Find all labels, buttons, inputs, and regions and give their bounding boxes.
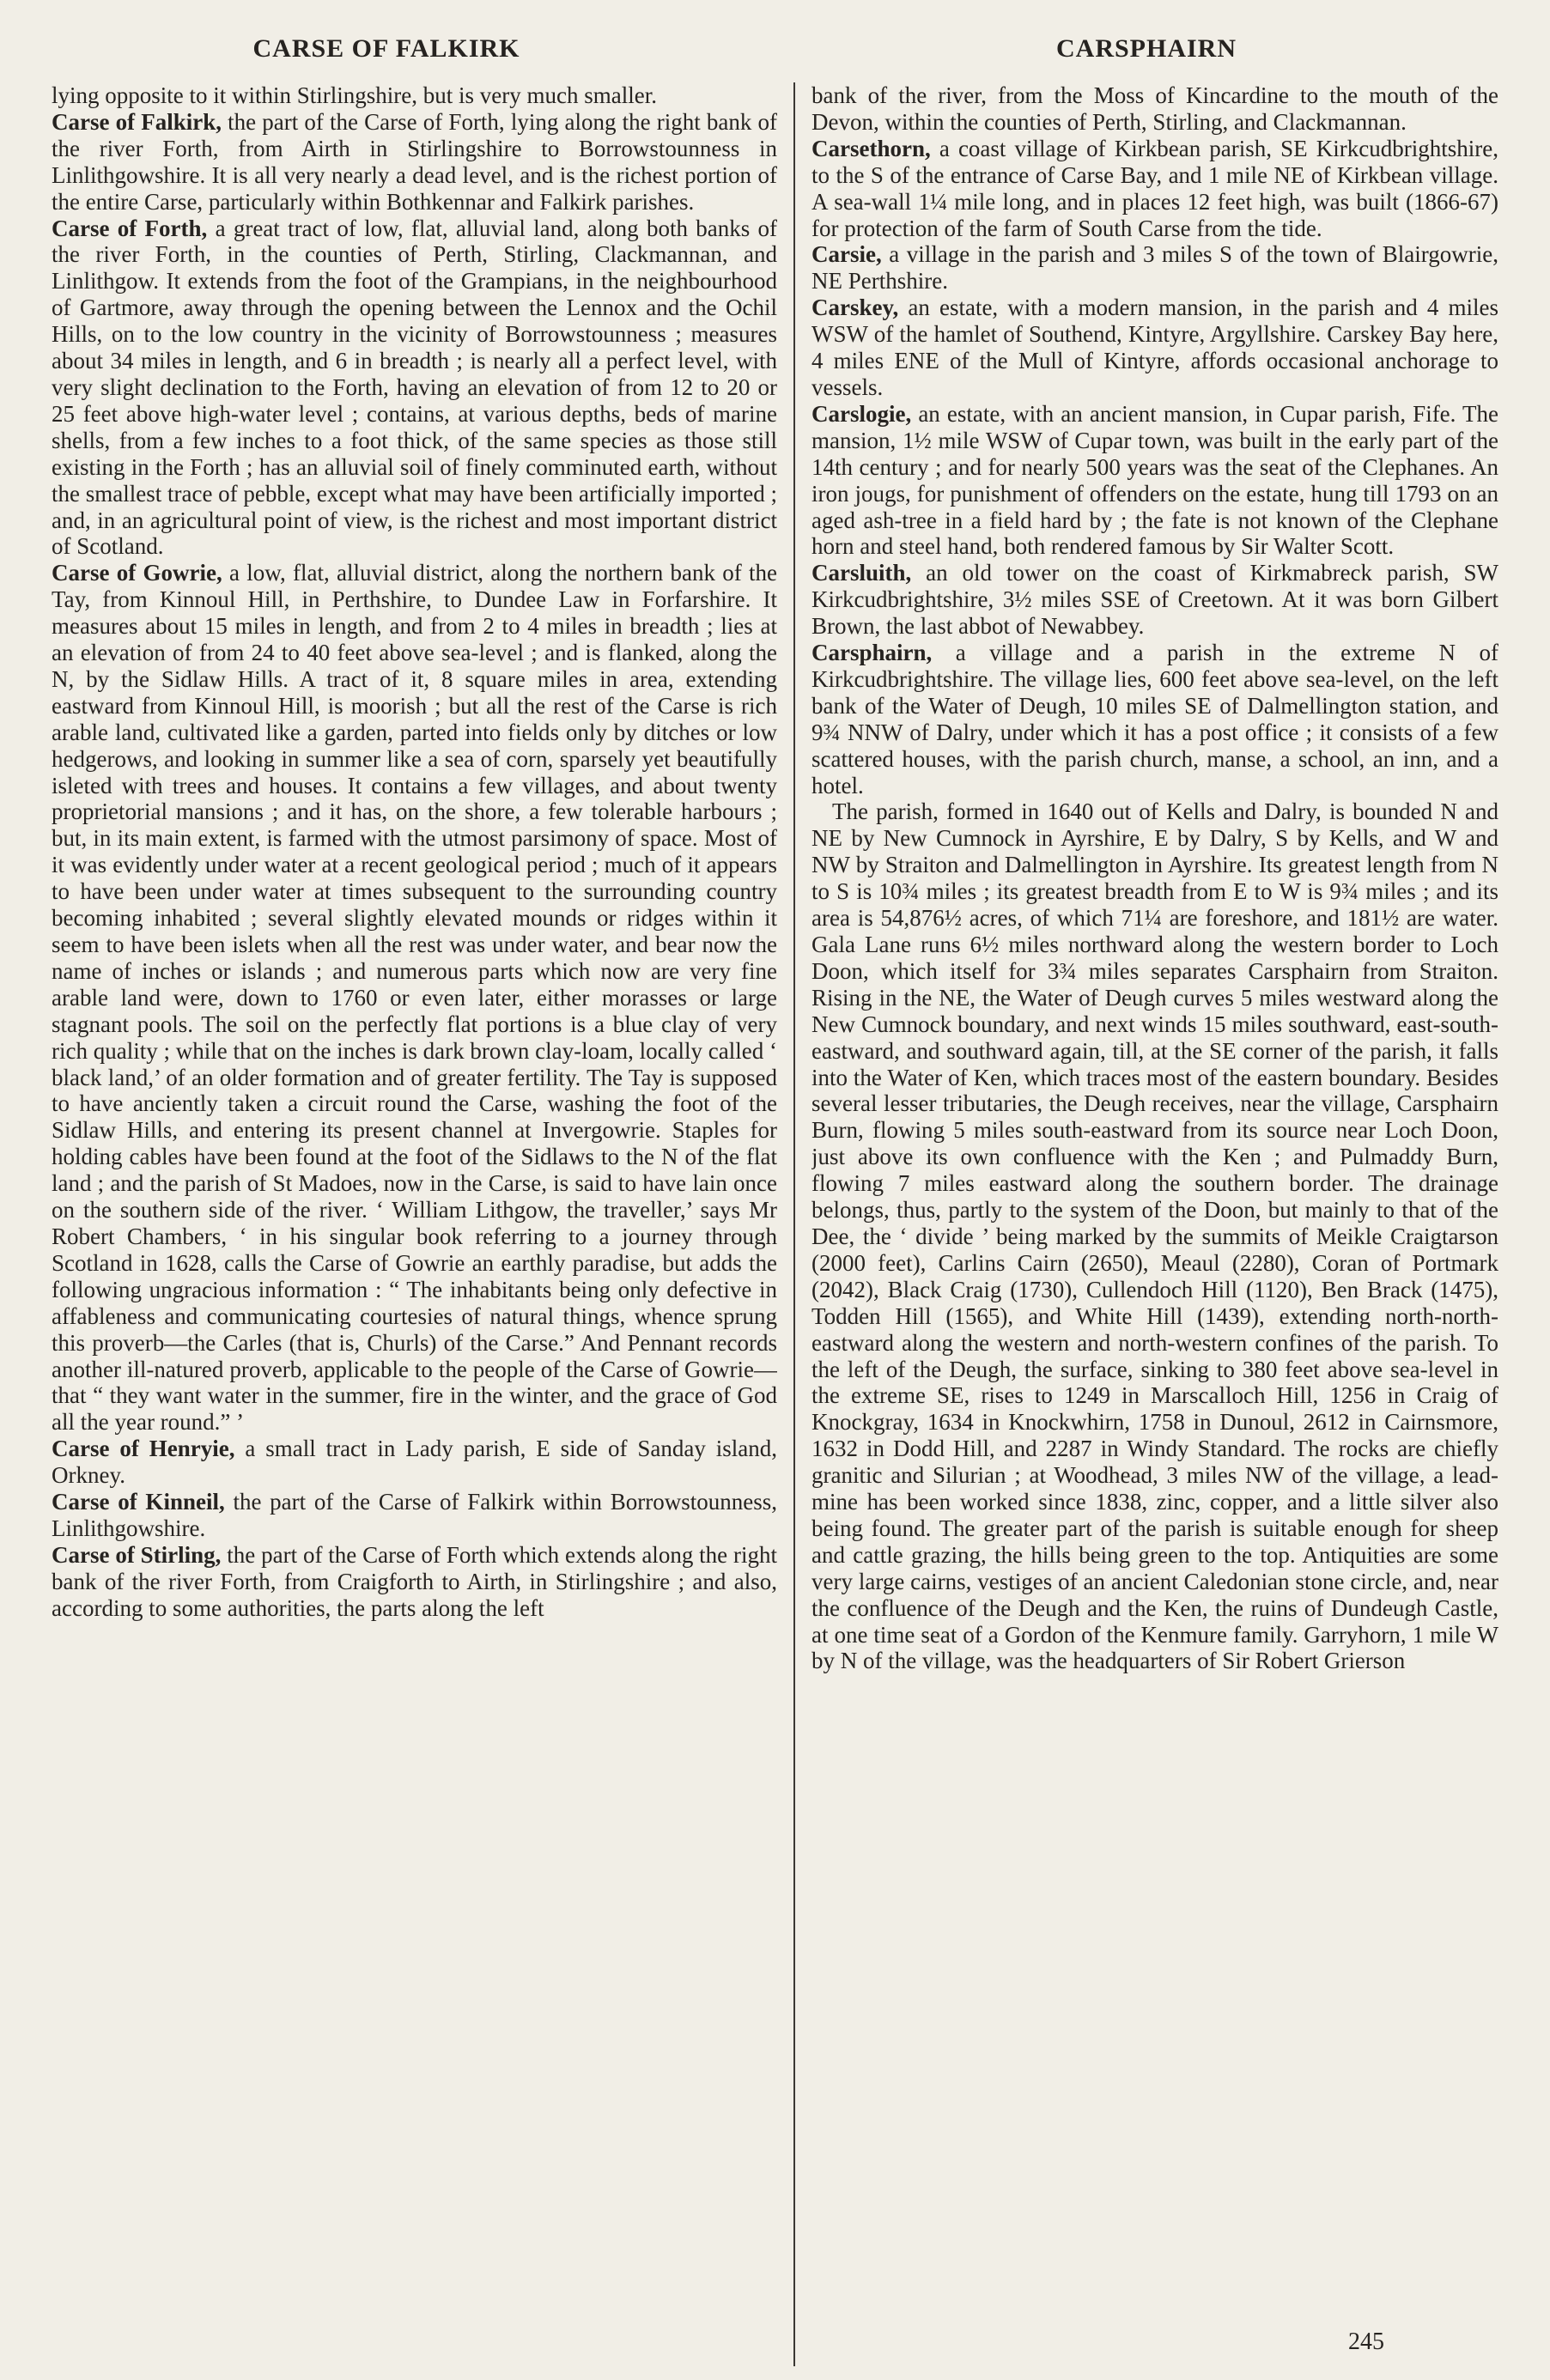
entry-text: an old tower on the coast of Kirkmabreck parish, SW Kirkcudbrightshire, 3½ miles SSE of Creetown. At it was born Gilbert Brown, the last abbot of Newabbey. (811, 560, 1498, 640)
entry (811, 401, 1498, 560)
entry-text: a village in the parish and 3 miles S of the town of Blairgowrie, NE Perthshire. (811, 241, 1498, 294)
entry-text: lying opposite to it within Stirlingshire, but is very much smaller. (52, 82, 657, 108)
entry-headword: Carse of Forth, (52, 215, 208, 241)
entry-text: a small tract in Lady parish, E side of Sanday island, Orkney. (52, 1436, 777, 1489)
entry-headword: Carsluith, (811, 560, 912, 586)
entry-headword: Carsie, (811, 241, 882, 268)
entry-text: the part of the Carse of Forth, lying along the right bank of the river Forth, from Airth in Stirlingshire to Borrowstounness in Linlithgowshire. It is all very nearly a dead level, and is the richest portion of the entire Carse, particularly within Bothkennar and Falkirk parishes. (52, 108, 777, 215)
right-column (811, 82, 1498, 2298)
entry (52, 1436, 777, 1489)
entry-headword: Carslogie, (811, 400, 912, 427)
entry (811, 640, 1498, 798)
entry (52, 216, 777, 561)
entry-text: a village and a parish in the extreme N of Kirkcudbrightshire. The village lies, 600 feet above sea-level, on the left bank of the Water of Deugh, 10 miles SE of Dalmellington station, and 9¾ NNW of Dalry, under which it has a post office ; it consists of a few scattered houses, with the parish church, manse, a school, an inn, and a hotel. (811, 640, 1498, 798)
entry-text: The parish, formed in 1640 out of Kells and Dalry, is bounded N and NE by New Cumnock in Ayrshire, E by Dalry, S by Kells, and W and NW by Straiton and Dalmellington in Ayrshire. Its greatest length from N to S is 10¾ miles ; its greatest breadth from E to W is 9¾ miles ; and its area is 54,876½ acres, of which 71¼ are foreshore, and 181½ are water. Gala Lane runs 6½ miles northward along the western border to Loch Doon, which itself for 3¾ miles separates Carsphairn from Straiton. Rising in the NE, the Water of Deugh curves 5 miles westward along the New Cumnock boundary, and next winds 15 miles southward, east-south-eastward, and southward again, till, at the SE corner of the parish, it falls into the Water of Ken, which traces most of the eastern boundary. Besides several lesser tributaries, the Deugh receives, near the village, Carsphairn Burn, flowing 5 miles south-eastward from its source near Loch Doon, just above its own confluence with the Ken ; and Pulmaddy Burn, flowing 7 miles eastward along the southern border. The drainage belongs, thus, partly to the system of the Doon, but mainly to that of the Dee, the ‘ divide ’ being marked by the summits of Meikle Craigtarson (2000 feet), Carlins Cairn (2650), Meaul (2280), Coran of Portmark (2042), Black Craig (1730), Cullendoch Hill (1120), Ben Brack (1475), Todden Hill (1565), and White Hill (1439), extending north-north-eastward along the western and north-western confines of the parish. To the left of the Deugh, the surface, sinking to 380 feet above sea-level in the extreme SE, rises to 1249 in Marscalloch Hill, 1256 in Craig of Knockgray, 1634 in Knockwhirn, 1758 in Dunoul, 2612 in Cairnsmore, 1632 in Dodd Hill, and 2287 in Windy Standard. The rocks are chiefly granitic and Silurian ; at Woodhead, 3 miles NW of the village, a lead-mine has been worked since 1838, zinc, copper, and a little silver also being found. The greater part of the parish is suitable enough for sheep and cattle grazing, the hills being green to the top. Antiquities are some very large cairns, vestiges of an ancient Caledonian stone circle, and, near the confluence of the Deugh and the Ken, the ruins of Dundeugh Castle, at one time seat of a Gordon of the Kenmure family. Garryhorn, 1 mile W by N of the village, was the headquarters of Sir Robert Grierson (811, 798, 1498, 1674)
entry-headword: Carse of Henryie, (52, 1436, 235, 1462)
entry-text: a low, flat, alluvial district, along the northern bank of the Tay, from Kinnoul Hill, in Perthshire, to Dundee Law in Forfarshire. It measures about 15 miles in length, and from 2 to 4 miles in breadth ; lies at an elevation of from 24 to 40 feet above sea-level ; and is flanked, along the N, by the Sidlaw Hills. A tract of it, 8 square miles in area, extending eastward from Kinnoul Hill, is moorish ; but all the rest of the Carse is rich arable land, cultivated like a garden, parted into fields only by ditches or low hedgerows, and looking in summer like a sea of corn, sparsely yet beautifully isleted with trees and houses. It contains a few villages, and about twenty proprietorial mansions ; and it has, on the shore, a few tolerable harbours ; but, in its main extent, is farmed with the utmost parsimony of space. Most of it was evidently under water at a recent geological period ; much of it appears to have been under water at times subsequent to the surrounding country becoming inhabited ; several slightly elevated mounds or ridges within it seem to have been islets when all the rest was under water, and bear now the name of inches or islands ; and numerous parts which now are very fine arable land were, down to 1760 or even later, either morasses or large stagnant pools. The soil on the perfectly flat portions is a blue clay of very rich quality ; while that on the inches is dark brown clay-loam, locally called ‘ black land,’ of an older formation and of greater fertility. The Tay is supposed to have anciently taken a circuit round the Carse, washing the foot of the Sidlaw Hills, and entering its present channel at Invergowrie. Staples for holding cables have been found at the foot of the Sidlaws to the N of the flat land ; and the parish of St Madoes, now in the Carse, is said to have lain once on the southern side of the river. ‘ William Lithgow, the traveller,’ says Mr Robert Chambers, ‘ in his singular book referring to a journey through Scotland in 1628, calls the Carse of Gowrie an earthly paradise, but adds the following ungracious information : “ The inhabitants being only defective in affableness and communicating courtesies of natural things, whence sprung this proverb—the Carles (that is, Churls) of the Carse.” And Pennant records another ill-natured proverb, applicable to the people of the Carse of Gowrie—that “ they want water in the summer, fire in the winter, and the grace of God all the year round.” ’ (52, 560, 777, 1436)
entry (52, 560, 777, 1436)
entry (52, 109, 777, 216)
entry (52, 1489, 777, 1542)
entry-headword: Carse of Falkirk, (52, 108, 222, 135)
entry (52, 1542, 777, 1622)
running-head-left: CARSE OF FALKIRK (252, 34, 520, 63)
running-head-right: CARSPHAIRN (1055, 34, 1237, 63)
entry-text: an estate, with a modern mansion, in the parish and 4 miles WSW of the hamlet of Southend, Kintyre, Argyllshire. Carskey Bay here, 4 miles ENE of the Mull of Kintyre, affords occasional anchorage to vessels. (811, 294, 1498, 400)
entry (811, 82, 1498, 136)
entry-text: bank of the river, from the Moss of Kincardine to the mouth of the Devon, within the counties of Perth, Stirling, and Clackmannan. (811, 82, 1498, 135)
entry (811, 560, 1498, 640)
entry (811, 798, 1498, 1674)
entry (811, 136, 1498, 242)
entry-headword: Carsethorn, (811, 135, 931, 161)
entry-text: the part of the Carse of Forth which extends along the right bank of the river Forth, from Craigforth to Airth, in Stirlingshire ; and also, according to some authorities, the parts along the left (52, 1541, 777, 1621)
entry-headword: Carskey, (811, 294, 899, 321)
column-divider (793, 82, 795, 2366)
left-column (52, 82, 777, 2298)
page-number: 245 (1348, 2328, 1384, 2355)
entry (52, 82, 777, 109)
entry-text: a coast village of Kirkbean parish, SE Kirkcudbrightshire, to the S of the entrance of Carse Bay, and 1 mile NE of Kirkbean village. A sea-wall 1¼ mile long, and in places 12 feet high, was built (1866-67) for protection of the farm of South Carse from the tide. (811, 135, 1498, 241)
entry-text: a great tract of low, flat, alluvial land, along both banks of the river Forth, in the counties of Perth, Stirling, Clackmannan, and Linlithgow. It extends from the foot of the Grampians, in the neighbourhood of Gartmore, away through the opening between the Lennox and the Ochil Hills, on to the low country in the vicinity of Borrowstounness ; measures about 34 miles in length, and 6 in breadth ; is nearly all a perfect level, with very slight declination to the Forth, having an elevation of from 12 to 20 or 25 feet above high-water level ; contains, at various depths, beds of marine shells, from a few inches to a foot thick, of the same species as those still existing in the Forth ; has an alluvial soil of finely comminuted earth, without the smallest trace of pebble, except what may have been artificially imported ; and, in an agricultural point of view, is the richest and most important district of Scotland. (52, 215, 777, 560)
entry-headword: Carse of Stirling, (52, 1541, 222, 1568)
entry (811, 294, 1498, 401)
entry (811, 241, 1498, 294)
entry-text: the part of the Carse of Falkirk within Borrowstounness, Linlithgowshire. (52, 1489, 777, 1541)
entry-headword: Carsphairn, (811, 640, 933, 666)
entry-headword: Carse of Kinneil, (52, 1489, 225, 1515)
entry-text: an estate, with an ancient mansion, in Cupar parish, Fife. The mansion, 1½ mile WSW of Cupar town, was built in the early part of the 14th century ; and for nearly 500 years was the seat of the Clephanes. An iron jougs, for punishment of offenders on the estate, hung till 1793 on an aged ash-tree in a field hard by ; the fate is not known of the Clephane horn and steel hand, both rendered famous by Sir Walter Scott. (811, 400, 1498, 560)
entry-headword: Carse of Gowrie, (52, 560, 222, 586)
